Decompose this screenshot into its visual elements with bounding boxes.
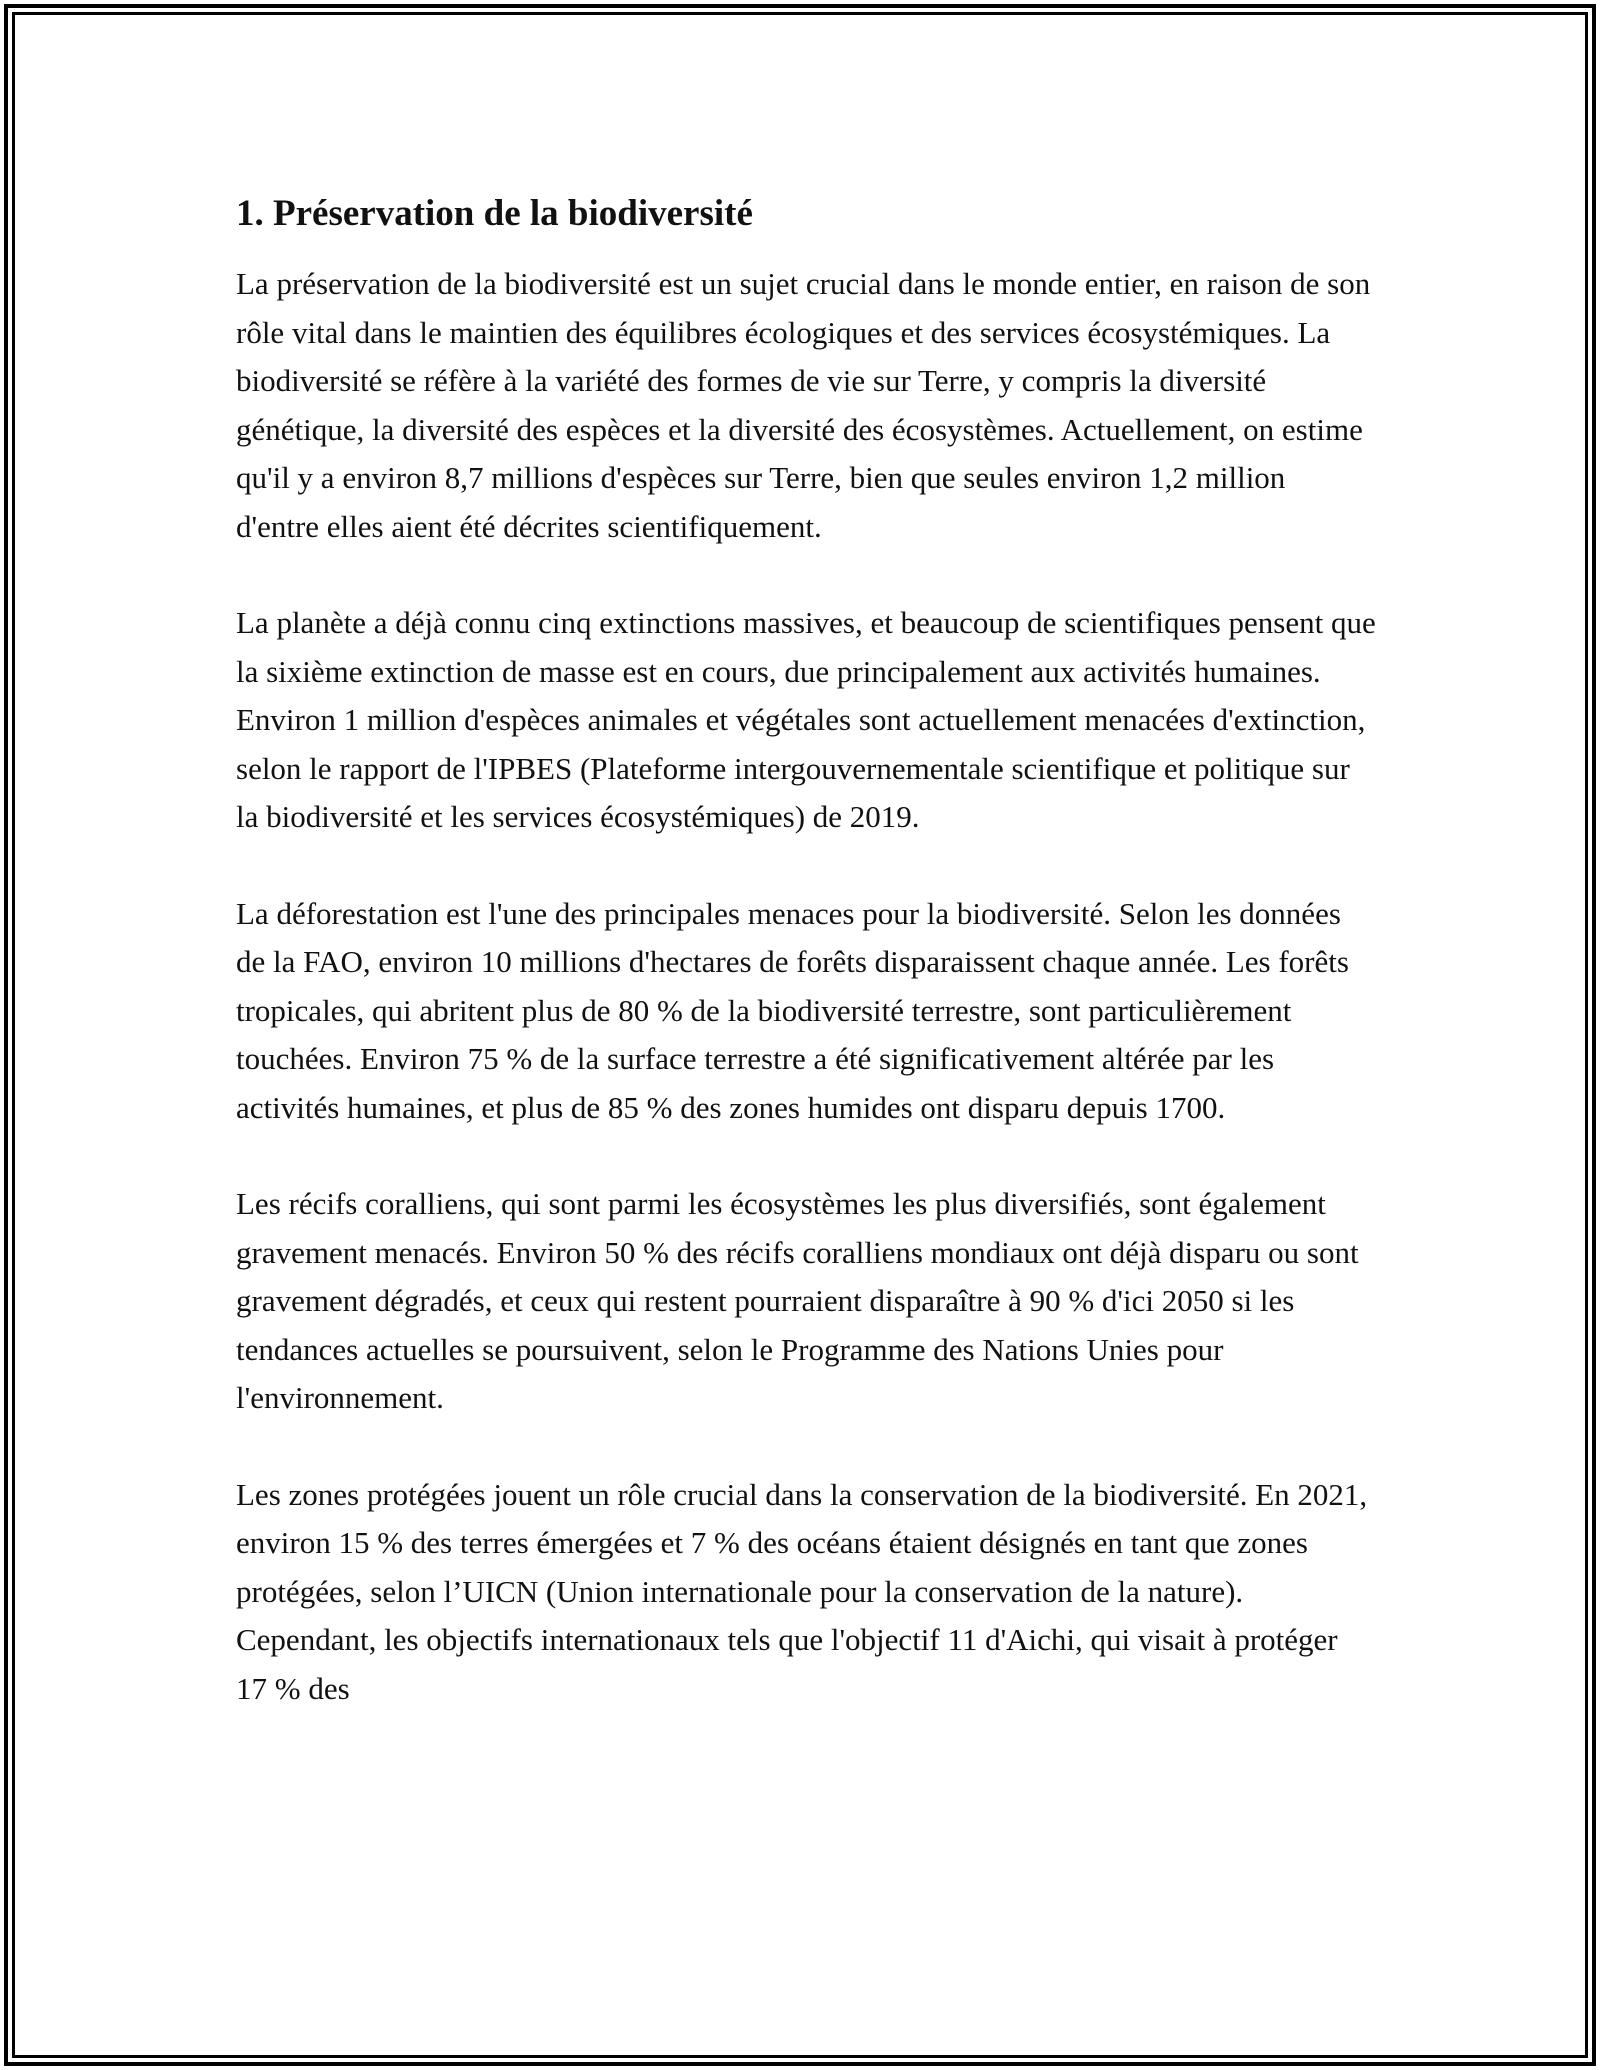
paragraph-protected-areas: Les zones protégées jouent un rôle crucial dans la conservation de la biodiversité. En 2021, environ 15 % des terres émergées et 7 % des océans étaient désignés en tant que zones protégées, selon l’UICN (Union internationale pour la conservation de la nature). Cependant, les objectifs internationaux tels que l'objectif 11 d'Aichi, qui visait à protéger 17 % des: [236, 1476, 1368, 1706]
paragraph-biodiversity-definition: La préservation de la biodiversité est un sujet crucial dans le monde entier, en raison de son rôle vital dans le maintien des équilibres écologiques et des services écosystémiques. La biodiversité se réfère à la variété des formes de vie sur Terre, y compris la diversité génétique, la diversité des espèces et la diversité des écosystèmes. Actuellement, on estime qu'il y a environ 8,7 millions d'espèces sur Terre, bien que seules environ 1,2 million d'entre elles aient été décrites scientifiquement.: [236, 266, 1371, 544]
section-title: 1. Préservation de la biodiversité: [236, 193, 753, 234]
document-body: [236, 186, 1376, 1761]
paragraph-mass-extinctions: La planète a déjà connu cinq extinctions massives, et beaucoup de scientifiques pensent que la sixième extinction de masse est en cours, due principalement aux activités humaines. Environ 1 million d'espèces animales et végétales sont actuellement menacées d'extinction, selon le rapport de l'IPBES (Plateforme intergouvernementale scientifique et politique sur la biodiversité et les services écosystémiques) de 2019.: [236, 605, 1376, 834]
paragraph-coral-reefs: Les récifs coralliens, qui sont parmi les écosystèmes les plus diversifiés, sont également gravement menacés. Environ 50 % des récifs coralliens mondiaux ont déjà disparu ou sont gravement dégradés, et ceux qui restent pourraient disparaître à 90 % d'ici 2050 si les tendances actuelles se poursuivent, selon le Programme des Nations Unies pour l'environnement.: [236, 1186, 1359, 1415]
paragraph-deforestation: La déforestation est l'une des principales menaces pour la biodiversité. Selon les données de la FAO, environ 10 millions d'hectares de forêts disparaissent chaque année. Les forêts tropicales, qui abritent plus de 80 % de la biodiversité terrestre, sont particulièrement touchées. Environ 75 % de la surface terrestre a été significativement altérée par les activités humaines, et plus de 85 % des zones humides ont disparu depuis 1700.: [236, 895, 1349, 1125]
